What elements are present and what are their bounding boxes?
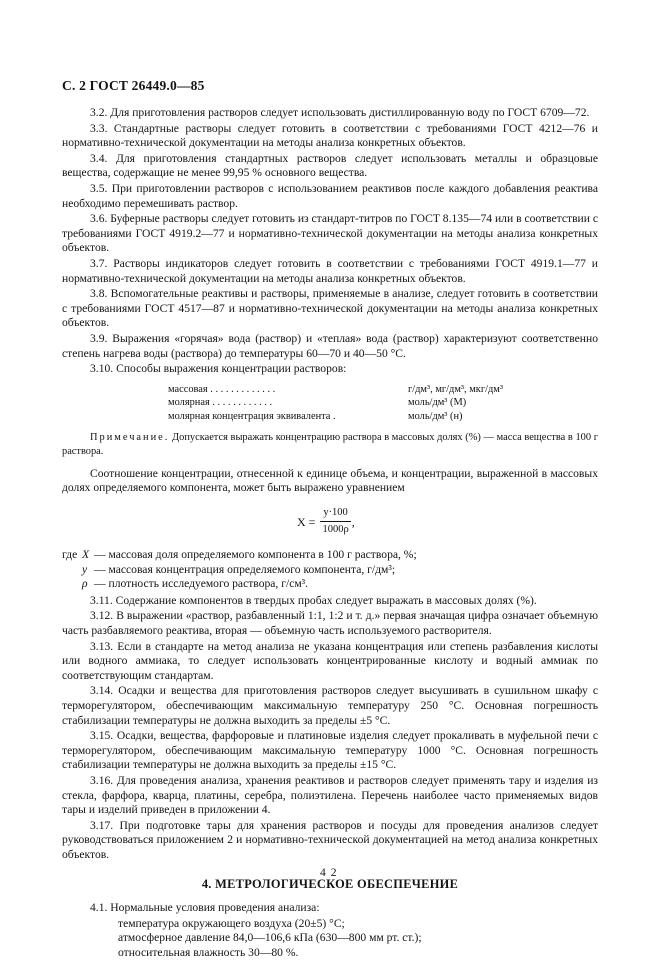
condition-item: атмосферное давление 84,0—106,6 кПа (630—800 мм рт. ст.); bbox=[118, 931, 422, 945]
note-text: Допускается выражать концентрацию раствора в массовых долях (%) — масса вещества в 100 г раствора. bbox=[62, 432, 598, 458]
definition-row bbox=[62, 577, 598, 592]
paragraph-3-4: 3.4. Для приготовления стандартных растворов следует использовать металлы и образцовые вещества, содержащие не менее 99,95 % основного вещества. bbox=[62, 151, 598, 180]
paragraph-3-3: 3.3. Стандартные растворы следует готовить в соответствии с требованиями ГОСТ 4212—76 и нормативно-технической документации на методы анализа конкретных объектов. bbox=[62, 121, 598, 150]
definition-text: — плотность исследуемого раствора, г/см³. bbox=[94, 577, 309, 591]
page-number: 4 2 bbox=[320, 866, 338, 879]
paragraph-3-5: 3.5. При приготовлении растворов с использованием реактивов после каждого добавления реактива необходимо перемешивать раствор. bbox=[62, 181, 598, 210]
definition-prefix bbox=[62, 563, 82, 578]
formula-denominator: 1000ρ bbox=[322, 524, 349, 536]
unit-row bbox=[168, 410, 598, 424]
condition-item: относительная влажность 30—80 %. bbox=[118, 945, 299, 959]
condition-item: температура окружающего воздуха (20±5) °С; bbox=[118, 916, 345, 930]
formula-definitions bbox=[62, 548, 598, 592]
paragraph-3-8: 3.8. Вспомогательные реактивы и растворы, применяемые в анализе, следует готовить в соответствии с требованиями ГОСТ 4517—87 и нормативно-технической документации на методы анализа конкретных объектов. bbox=[62, 287, 598, 330]
formula bbox=[297, 506, 598, 538]
definition-prefix bbox=[62, 577, 82, 592]
definition-row bbox=[62, 563, 598, 578]
formula-lhs: X = bbox=[297, 514, 316, 529]
definition-row bbox=[62, 548, 598, 563]
paragraph-3-6: 3.6. Буферные растворы следует готовить из стандарт-титров по ГОСТ 8.135—74 или в соответствии с требованиями ГОСТ 4919.2—77 и нормативно-технической документации на методы анализа конкретных объектов. bbox=[62, 212, 599, 255]
paragraph-4-1: 4.1. Нормальные условия проведения анализа: bbox=[90, 901, 320, 915]
formula-fraction bbox=[319, 506, 351, 538]
ratio-paragraph: Соотношение концентрации, отнесенной к единице объема, и концентрации, выраженной в массовых долях определяемого компонента, может быть выражено уравнением bbox=[62, 466, 598, 495]
note bbox=[62, 431, 598, 458]
unit-value: г/дм³, мг/дм³, мкг/дм³ bbox=[408, 383, 503, 395]
note-label: Примечание. bbox=[90, 432, 170, 444]
paragraph-3-12: 3.12. В выражении «раствор, разбавленный 1:1, 1:2 и т. д.» первая значащая цифра означает объемную часть разбавляемого реактива, вторая — объемную часть используемого растворителя. bbox=[62, 609, 598, 637]
unit-value: моль/дм³ (н) bbox=[408, 410, 463, 422]
definition-text: — массовая доля определяемого компонента в 100 г раствора, %; bbox=[94, 548, 417, 562]
paragraph-3-11: 3.11. Содержание компонентов в твердых пробах следует выражать в массовых долях (%). bbox=[90, 593, 537, 607]
section-title: 4. МЕТРОЛОГИЧЕСКОЕ ОБЕСПЕЧЕНИЕ bbox=[201, 876, 459, 891]
definition-symbol: ρ bbox=[82, 577, 88, 591]
paragraph-3-17: 3.17. При подготовке тары для хранения растворов и посуды для проведения анализов следует руководствоваться приложением 2 и нормативно-технической документацией на метод анализа конкретных объектов. bbox=[62, 818, 598, 861]
formula-numerator: y·100 bbox=[320, 506, 351, 523]
paragraph-3-10: 3.10. Способы выражения концентрации растворов: bbox=[90, 362, 347, 376]
definition-symbol: y bbox=[82, 562, 88, 576]
concentration-units-list bbox=[168, 383, 598, 424]
paragraph-3-7: 3.7. Растворы индикаторов следует готовить в соответствии с требованиями ГОСТ 4919.1—77 и нормативно-технической документации на методы анализа конкретных объектов. bbox=[62, 256, 598, 285]
paragraph-3-16: 3.16. Для проведения анализа, хранения реактивов и растворов следует применять тару и изделия из стекла, фарфора, кварца, платины, серебра, полиэтилена. Перечень наиболее часто применяемых видов тары и изделий приведен в приложении 4. bbox=[62, 773, 598, 817]
paragraph-3-9: 3.9. Выражения «горячая» вода (раствор) и «теплая» вода (раствор) характеризуют соответственно степень нагрева воды (раствора) до температуры 60—70 и 40—50 °С. bbox=[62, 331, 598, 360]
paragraph-3-13: 3.13. Если в стандарте на метод анализа не указана концентрация или степень разбавления кислоты или водного аммиака, то следует использовать концентрированные кислоту и водный аммиак по соответствующим стандартам. bbox=[62, 639, 598, 682]
document-body bbox=[62, 106, 598, 960]
formula-tail: , bbox=[351, 514, 355, 529]
unit-label: молярная концентрация эквивалента . bbox=[168, 410, 336, 422]
unit-row bbox=[168, 396, 598, 410]
unit-label: массовая . . . . . . . . . . . . . bbox=[168, 383, 276, 395]
definition-prefix: где bbox=[62, 548, 78, 562]
page-header: С. 2 ГОСТ 26449.0—85 bbox=[62, 78, 205, 93]
definition-text: — массовая концентрация определяемого компонента, г/дм³; bbox=[94, 562, 396, 576]
unit-label: молярная . . . . . . . . . . . . bbox=[168, 397, 273, 409]
paragraph-3-14: 3.14. Осадки и вещества для приготовления растворов следует высушивать в сушильном шкафу с терморегулятором, обеспечивающим максимальную температуру 250 °С. Основная погрешность стабилизации температуры не должна выходить за пределы ±5 °С. bbox=[62, 684, 598, 727]
unit-row bbox=[168, 383, 598, 397]
paragraph-3-2: 3.2. Для приготовления растворов следует использовать дистиллированную воду по ГОСТ 6709—72. bbox=[90, 106, 590, 119]
unit-value: моль/дм³ (М) bbox=[408, 397, 467, 409]
paragraph-3-15: 3.15. Осадки, вещества, фарфоровые и платиновые изделия следует прокаливать в муфельной печи с терморегулятором, обеспечивающим максимальную температуру 1000 °С. Основная погрешность стабилизации температуры не должна выходить за пределы ±15 °С. bbox=[62, 729, 598, 772]
definition-symbol: X bbox=[82, 548, 90, 562]
